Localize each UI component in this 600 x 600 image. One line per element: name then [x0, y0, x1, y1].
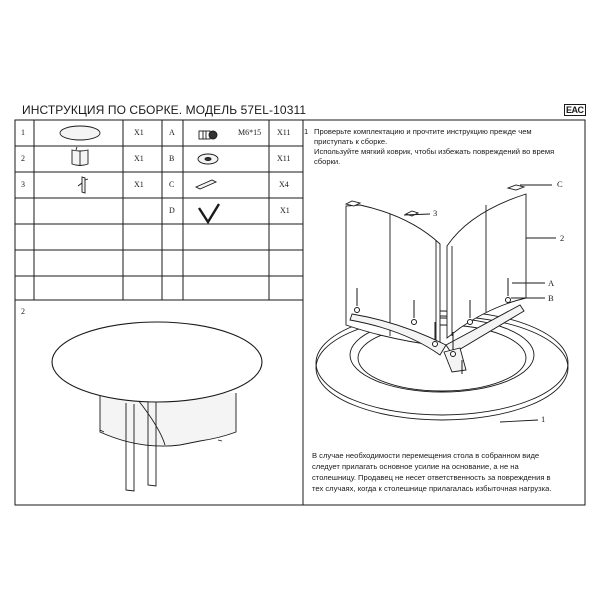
callout-2: 2	[560, 233, 565, 243]
note-line-2: следует прилагать основное усилие на основание, а не на	[312, 462, 519, 471]
eac-mark: EAC	[566, 105, 584, 115]
callout-c: C	[557, 179, 563, 189]
hardware-d-letter: D	[169, 206, 175, 215]
step-line-1: Проверьте комплектацию и прочтите инструкцию прежде чем	[314, 127, 532, 136]
step-number: 1	[304, 127, 309, 136]
step-line-2: приступать к сборке.	[314, 137, 388, 146]
hardware-c-letter: C	[169, 180, 175, 189]
hardware-b-qty: X11	[277, 154, 291, 163]
callout-b: B	[548, 293, 554, 303]
part-2-number: 2	[21, 154, 25, 163]
overview-number: 2	[21, 307, 25, 316]
hardware-d-qty: X1	[280, 206, 290, 215]
part-3-number: 3	[21, 180, 25, 189]
callout-3: 3	[433, 208, 438, 218]
note-line-4: тех случаях, когда к столешнице прилагалась избыточная нагрузка.	[312, 484, 552, 493]
page-title: ИНСТРУКЦИЯ ПО СБОРКЕ. МОДЕЛЬ 57EL-10311	[22, 103, 307, 117]
callout-1: 1	[541, 414, 546, 424]
hardware-a-spec: M6*15	[238, 128, 262, 137]
callout-a: A	[548, 278, 555, 288]
part-3-qty: X1	[134, 180, 144, 189]
hardware-c-qty: X4	[279, 180, 289, 189]
hardware-b-letter: B	[169, 154, 175, 163]
note-line-3: столешницу. Продавец не несет ответственность за повреждения в	[312, 473, 551, 482]
step-line-4: сборки.	[314, 157, 341, 166]
part-1-number: 1	[21, 128, 25, 137]
part-1-qty: X1	[134, 128, 144, 137]
hardware-a-qty: X11	[277, 128, 291, 137]
note-line-1: В случае необходимости перемещения стола в собранном виде	[312, 451, 540, 460]
step-line-3: Используйте мягкий коврик, чтобы избежать повреждений во время	[314, 147, 555, 156]
hardware-a-letter: A	[169, 128, 175, 137]
part-2-qty: X1	[134, 154, 144, 163]
